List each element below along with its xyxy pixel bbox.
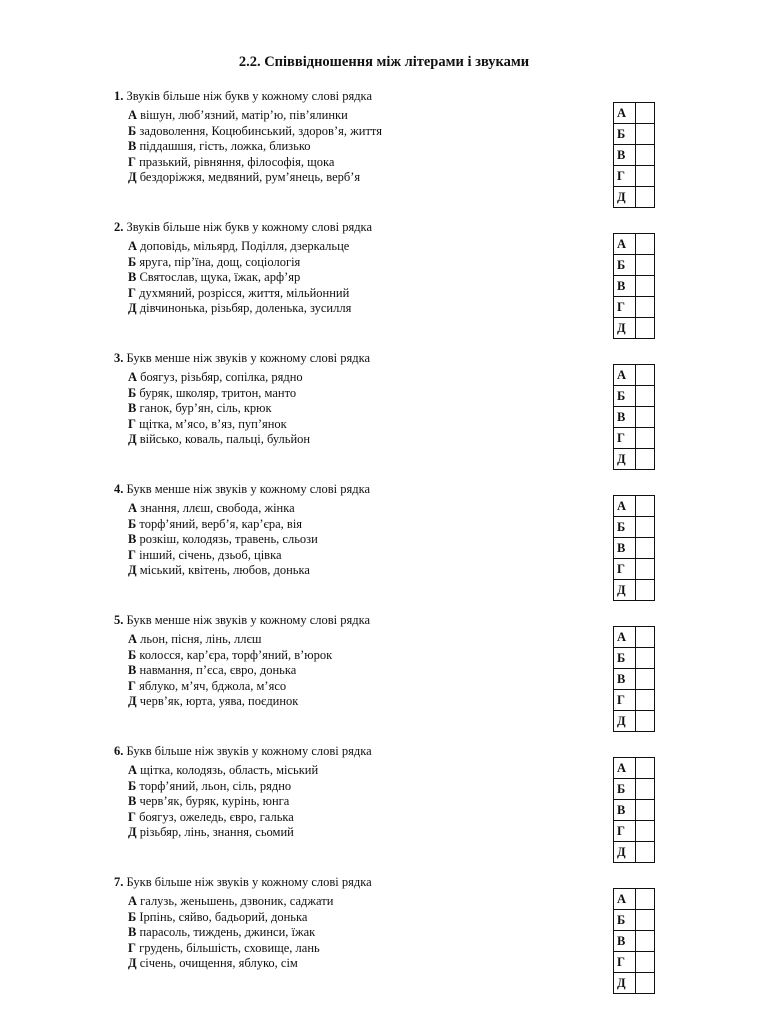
option-letter: Г — [128, 678, 136, 693]
option-item — [128, 663, 332, 679]
answer-row — [614, 842, 655, 863]
answer-letter: А — [614, 627, 636, 648]
option-text: яруга, пір’їна, дощ, соціологія — [139, 254, 301, 269]
answer-letter: В — [614, 538, 636, 559]
question-number: 1. — [114, 89, 124, 103]
answer-checkbox[interactable] — [636, 931, 655, 952]
answer-checkbox[interactable] — [636, 648, 655, 669]
question-heading — [114, 351, 370, 366]
option-letter: В — [128, 794, 137, 808]
answer-row — [614, 166, 655, 187]
answer-row — [614, 407, 655, 428]
option-text: січень, очищення, яблуко, сім — [139, 956, 298, 970]
answer-checkbox[interactable] — [636, 255, 655, 276]
answer-checkbox[interactable] — [636, 669, 655, 690]
option-letter: Б — [128, 909, 137, 924]
answer-letter: В — [614, 931, 636, 952]
option-item — [128, 239, 351, 255]
question-2 — [114, 220, 754, 351]
option-letter: Г — [128, 809, 136, 824]
option-text: яблуко, м’яч, бджола, м’ясо — [139, 678, 287, 693]
option-text: навмання, п’єса, євро, донька — [139, 663, 297, 677]
answer-letter: Г — [614, 166, 636, 187]
answer-checkbox[interactable] — [636, 559, 655, 580]
option-text: міський, квітень, любов, донька — [139, 563, 310, 577]
answer-row — [614, 449, 655, 470]
option-item — [128, 155, 382, 171]
option-item — [128, 563, 318, 579]
question-5 — [114, 613, 754, 744]
option-item — [128, 763, 318, 779]
question-number: 6. — [114, 744, 124, 758]
answer-row — [614, 779, 655, 800]
question-prompt: Звуків більше ніж букв у кожному слові рядка — [126, 89, 372, 103]
answer-checkbox[interactable] — [636, 973, 655, 994]
option-text: різьбяр, лінь, знання, сьомий — [139, 825, 294, 839]
option-text: торф’яний, верб’я, кар’єра, вія — [139, 516, 303, 531]
answer-row — [614, 297, 655, 318]
option-text: бездоріжжя, медвяний, рум’янець, верб’я — [139, 170, 361, 184]
option-list — [128, 632, 332, 710]
option-letter: А — [128, 763, 138, 777]
answer-row — [614, 276, 655, 297]
answer-letter: Г — [614, 690, 636, 711]
option-letter: А — [128, 108, 138, 122]
answer-letter: Б — [614, 124, 636, 145]
answer-letter: Д — [614, 580, 636, 601]
answer-checkbox[interactable] — [636, 821, 655, 842]
option-letter: В — [128, 532, 137, 546]
answer-row — [614, 931, 655, 952]
option-item — [128, 170, 382, 186]
answer-row — [614, 889, 655, 910]
answer-row — [614, 234, 655, 255]
option-item — [128, 679, 332, 695]
option-item — [128, 925, 333, 941]
answer-row — [614, 758, 655, 779]
option-text: Ірпінь, сяйво, бадьорий, донька — [139, 909, 308, 924]
answer-row — [614, 538, 655, 559]
question-3 — [114, 351, 754, 482]
option-list — [128, 501, 318, 579]
option-letter: Д — [128, 694, 137, 708]
answer-row — [614, 580, 655, 601]
option-letter: В — [128, 139, 137, 153]
option-text: боягуз, ожеледь, євро, галька — [139, 809, 294, 824]
question-number: 5. — [114, 613, 124, 627]
question-heading — [114, 89, 372, 104]
answer-letter: А — [614, 103, 636, 124]
answer-checkbox[interactable] — [636, 365, 655, 386]
answer-grid — [613, 364, 655, 470]
option-item — [128, 270, 351, 286]
option-item — [128, 548, 318, 564]
option-text: боягуз, різьбяр, сопілка, рядно — [140, 370, 303, 384]
question-heading — [114, 875, 372, 890]
answer-checkbox[interactable] — [636, 889, 655, 910]
option-text: парасоль, тиждень, джинси, їжак — [139, 925, 316, 939]
answer-row — [614, 821, 655, 842]
answer-row — [614, 318, 655, 339]
option-item — [128, 401, 310, 417]
question-heading — [114, 744, 372, 759]
answer-row — [614, 800, 655, 821]
answer-letter: Г — [614, 821, 636, 842]
option-item — [128, 910, 333, 926]
question-prompt: Букв менше ніж звуків у кожному слові рядка — [126, 482, 371, 496]
option-text: льон, пісня, лінь, ллєш — [140, 632, 262, 646]
option-letter: Б — [128, 516, 137, 531]
answer-row — [614, 627, 655, 648]
answer-row — [614, 103, 655, 124]
option-item — [128, 501, 318, 517]
answer-checkbox[interactable] — [636, 758, 655, 779]
option-text: військо, коваль, пальці, бульйон — [139, 432, 311, 446]
answer-checkbox[interactable] — [636, 538, 655, 559]
answer-letter: Г — [614, 952, 636, 973]
option-letter: В — [128, 663, 137, 677]
question-4 — [114, 482, 754, 613]
option-text: Святослав, щука, їжак, арф’яр — [139, 270, 301, 284]
option-letter: Г — [128, 416, 136, 431]
answer-row — [614, 648, 655, 669]
option-item — [128, 417, 310, 433]
option-letter: Д — [128, 301, 137, 315]
answer-letter: Д — [614, 711, 636, 732]
option-text: щітка, м’ясо, в’яз, пуп’янок — [139, 416, 287, 431]
answer-checkbox[interactable] — [636, 627, 655, 648]
question-heading — [114, 220, 372, 235]
answer-letter: Б — [614, 648, 636, 669]
option-text: торф’яний, льон, сіль, рядно — [139, 778, 292, 793]
question-heading — [114, 482, 370, 497]
option-text: колосся, кар’єра, торф’яний, в’юрок — [139, 647, 333, 662]
option-letter: Г — [128, 940, 136, 955]
option-text: галузь, женьшень, дзвоник, саджати — [140, 894, 334, 908]
answer-row — [614, 428, 655, 449]
option-letter: Д — [128, 956, 137, 970]
option-item — [128, 694, 332, 710]
question-number: 2. — [114, 220, 124, 234]
answer-letter: В — [614, 669, 636, 690]
option-item — [128, 632, 332, 648]
answer-letter: Д — [614, 187, 636, 208]
answer-letter: Б — [614, 386, 636, 407]
question-1 — [114, 89, 754, 220]
answer-grid — [613, 233, 655, 339]
option-letter: Г — [128, 154, 136, 169]
answer-letter: Д — [614, 449, 636, 470]
answer-checkbox[interactable] — [636, 428, 655, 449]
answer-letter: В — [614, 407, 636, 428]
answer-letter: Д — [614, 973, 636, 994]
option-item — [128, 532, 318, 548]
answer-letter: Д — [614, 842, 636, 863]
answer-checkbox[interactable] — [636, 187, 655, 208]
answer-letter: Б — [614, 779, 636, 800]
answer-checkbox[interactable] — [636, 124, 655, 145]
option-letter: А — [128, 370, 138, 384]
option-letter: Б — [128, 123, 137, 138]
option-text: ганок, бур’ян, сіль, крюк — [139, 401, 272, 415]
option-letter: Д — [128, 825, 137, 839]
option-item — [128, 301, 351, 317]
answer-grid — [613, 626, 655, 732]
answer-checkbox[interactable] — [636, 318, 655, 339]
answer-checkbox[interactable] — [636, 580, 655, 601]
question-prompt: Букв більше ніж звуків у кожному слові рядка — [126, 744, 372, 758]
option-letter: А — [128, 894, 138, 908]
option-item — [128, 810, 318, 826]
answer-row — [614, 690, 655, 711]
answer-checkbox[interactable] — [636, 496, 655, 517]
answer-row — [614, 386, 655, 407]
answer-checkbox[interactable] — [636, 407, 655, 428]
option-text: черв’як, юрта, уява, поєдинок — [139, 694, 299, 708]
option-list — [128, 370, 310, 448]
option-text: щітка, колодязь, область, міський — [140, 763, 319, 777]
option-item — [128, 370, 310, 386]
answer-row — [614, 365, 655, 386]
option-text: знання, ллєш, свобода, жінка — [140, 501, 295, 515]
answer-row — [614, 145, 655, 166]
option-text: задоволення, Коцюбинський, здоров’я, життя — [139, 123, 382, 138]
option-text: піддашшя, гість, ложка, близько — [139, 139, 311, 153]
option-item — [128, 108, 382, 124]
option-letter: Г — [128, 285, 136, 300]
option-letter: Г — [128, 547, 136, 562]
option-item — [128, 139, 382, 155]
answer-letter: Г — [614, 559, 636, 580]
option-item — [128, 956, 333, 972]
option-letter: Б — [128, 647, 137, 662]
answer-row — [614, 559, 655, 580]
option-text: духмяний, розрісся, життя, мільйонний — [139, 285, 350, 300]
answer-row — [614, 910, 655, 931]
page-title: 2.2. Співвідношення між літерами і звуками — [238, 54, 530, 70]
question-prompt: Букв менше ніж звуків у кожному слові рядка — [126, 613, 371, 627]
option-letter: В — [128, 925, 137, 939]
answer-checkbox[interactable] — [636, 711, 655, 732]
answer-letter: А — [614, 234, 636, 255]
option-letter: А — [128, 501, 138, 515]
option-item — [128, 286, 351, 302]
question-heading — [114, 613, 370, 628]
option-letter: Д — [128, 170, 137, 184]
answer-checkbox[interactable] — [636, 297, 655, 318]
answer-checkbox[interactable] — [636, 800, 655, 821]
answer-letter: Б — [614, 910, 636, 931]
option-list — [128, 763, 318, 841]
answer-letter: Д — [614, 318, 636, 339]
answer-row — [614, 711, 655, 732]
option-letter: Д — [128, 432, 137, 446]
answer-row — [614, 517, 655, 538]
answer-letter: В — [614, 145, 636, 166]
answer-row — [614, 669, 655, 690]
question-number: 7. — [114, 875, 124, 889]
answer-grid — [613, 102, 655, 208]
answer-letter: А — [614, 365, 636, 386]
option-list — [128, 894, 333, 972]
option-item — [128, 941, 333, 957]
question-number: 4. — [114, 482, 124, 496]
option-list — [128, 108, 382, 186]
answer-checkbox[interactable] — [636, 779, 655, 800]
option-item — [128, 794, 318, 810]
option-text: буряк, школяр, тритон, манто — [139, 385, 297, 400]
answer-row — [614, 973, 655, 994]
option-item — [128, 432, 310, 448]
option-letter: А — [128, 239, 138, 253]
option-letter: Б — [128, 385, 137, 400]
question-prompt: Букв більше ніж звуків у кожному слові рядка — [126, 875, 372, 889]
answer-checkbox[interactable] — [636, 386, 655, 407]
answer-checkbox[interactable] — [636, 449, 655, 470]
answer-letter: Г — [614, 428, 636, 449]
option-list — [128, 239, 351, 317]
question-6 — [114, 744, 754, 875]
answer-letter: А — [614, 758, 636, 779]
option-letter: Б — [128, 778, 137, 793]
option-item — [128, 894, 333, 910]
option-letter: А — [128, 632, 138, 646]
answer-letter: В — [614, 276, 636, 297]
answer-grid — [613, 757, 655, 863]
answer-letter: Б — [614, 517, 636, 538]
answer-checkbox[interactable] — [636, 145, 655, 166]
answer-checkbox[interactable] — [636, 690, 655, 711]
question-prompt: Звуків більше ніж букв у кожному слові рядка — [126, 220, 372, 234]
answer-row — [614, 496, 655, 517]
option-item — [128, 124, 382, 140]
option-text: дівчинонька, різьбяр, доленька, зусилля — [139, 301, 352, 315]
option-item — [128, 517, 318, 533]
question-prompt: Букв менше ніж звуків у кожному слові рядка — [126, 351, 371, 365]
answer-row — [614, 952, 655, 973]
option-letter: В — [128, 401, 137, 415]
answer-checkbox[interactable] — [636, 103, 655, 124]
answer-letter: Б — [614, 255, 636, 276]
option-item — [128, 255, 351, 271]
option-letter: В — [128, 270, 137, 284]
answer-checkbox[interactable] — [636, 517, 655, 538]
option-item — [128, 648, 332, 664]
question-number: 3. — [114, 351, 124, 365]
option-text: празький, рівняння, філософія, щока — [139, 154, 335, 169]
answer-checkbox[interactable] — [636, 952, 655, 973]
answer-letter: Г — [614, 297, 636, 318]
answer-letter: А — [614, 496, 636, 517]
answer-checkbox[interactable] — [636, 910, 655, 931]
answer-checkbox[interactable] — [636, 166, 655, 187]
option-letter: Б — [128, 254, 137, 269]
answer-checkbox[interactable] — [636, 234, 655, 255]
answer-grid — [613, 495, 655, 601]
question-7 — [114, 875, 754, 1006]
answer-letter: В — [614, 800, 636, 821]
option-item — [128, 386, 310, 402]
option-letter: Д — [128, 563, 137, 577]
option-text: доповідь, мільярд, Поділля, дзеркальце — [140, 239, 350, 253]
option-text: розкіш, колодязь, травень, сльози — [139, 532, 318, 546]
answer-checkbox[interactable] — [636, 276, 655, 297]
option-item — [128, 779, 318, 795]
option-text: вішун, люб’язний, матір’ю, пів’ялинки — [140, 108, 348, 122]
answer-row — [614, 187, 655, 208]
option-text: черв’як, буряк, курінь, юнга — [139, 794, 290, 808]
answer-checkbox[interactable] — [636, 842, 655, 863]
answer-letter: А — [614, 889, 636, 910]
option-item — [128, 825, 318, 841]
option-text: інший, січень, дзьоб, цівка — [139, 547, 282, 562]
answer-grid — [613, 888, 655, 994]
answer-row — [614, 124, 655, 145]
answer-row — [614, 255, 655, 276]
option-text: грудень, більшість, сховище, лань — [139, 940, 320, 955]
